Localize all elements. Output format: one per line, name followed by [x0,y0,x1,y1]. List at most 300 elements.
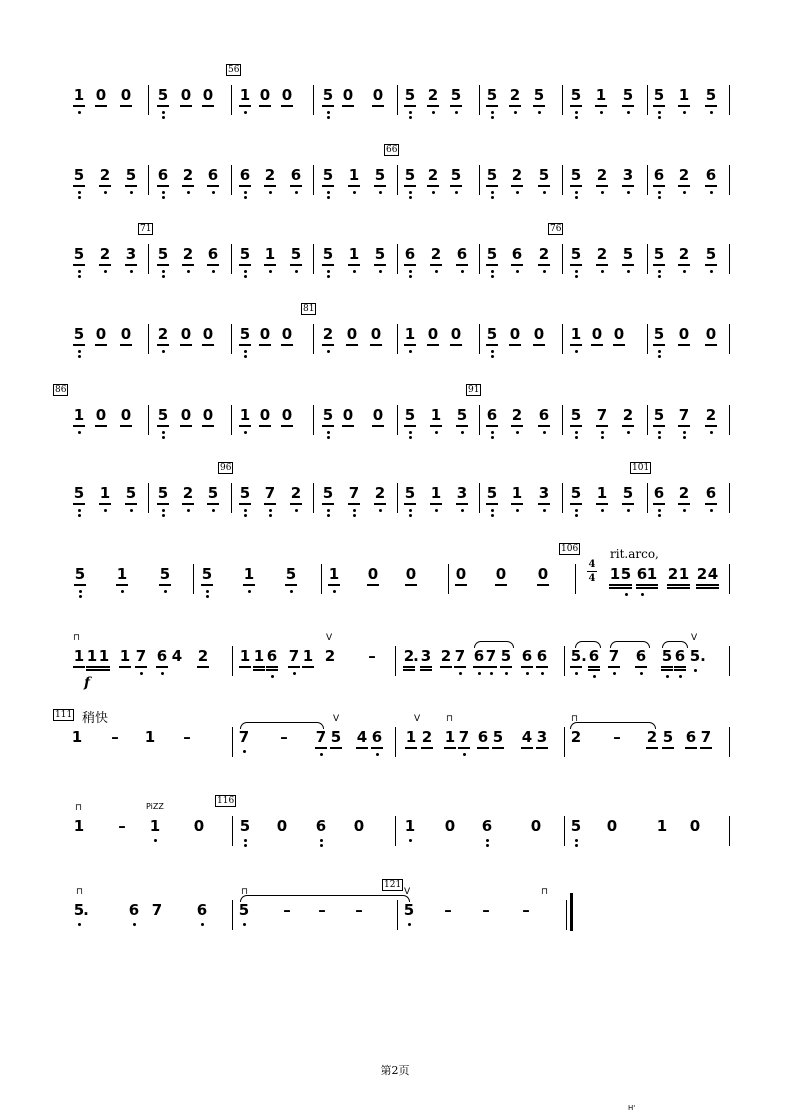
octave-dot [212,191,215,194]
octave-dot [140,672,143,675]
octave-dot [491,431,494,434]
underline-beam [455,584,467,586]
staff-system [0,544,790,605]
octave-dot [627,431,630,434]
octave-dot [435,431,438,434]
underline-beam [678,584,690,586]
underline-beam [95,344,107,346]
note: 1 [73,406,85,424]
underline-beam [420,666,432,668]
octave-dot [327,196,330,199]
note: 0 [202,325,214,343]
underline-beam [486,264,498,266]
octave-dot [379,191,382,194]
note: 2 [511,166,523,184]
octave-dot [575,509,578,512]
octave-dot [409,514,412,517]
octave-dot [461,509,464,512]
underline-beam [95,425,107,427]
note: 1 [430,406,442,424]
underline-beam [477,747,489,749]
note: 0 [202,406,214,424]
note: 1 [596,484,608,502]
barline [232,816,233,846]
underline-beam [342,105,354,107]
barline [729,244,730,274]
underline-beam [570,344,582,346]
octave-dot [455,191,458,194]
octave-dot [327,116,330,119]
underline-beam [253,669,265,671]
underline-beam [620,587,632,589]
octave-dot [269,509,272,512]
underline-beam [705,503,717,505]
underline-beam [116,584,128,586]
barline [647,483,648,513]
note: 1 [511,484,523,502]
underline-beam [99,185,111,187]
note: 2 [182,484,194,502]
underline-beam [450,105,462,107]
octave-dot [491,514,494,517]
note: 5 [570,647,582,665]
underline-beam [315,747,327,749]
octave-dot [121,590,124,593]
barline [729,727,730,757]
underline-beam [486,425,498,427]
octave-dot [491,355,494,358]
underline-beam [509,105,521,107]
note: 0 [495,565,507,583]
note: 5 [330,728,342,746]
note: 0 [367,565,379,583]
note: 0 [353,817,365,835]
note: 3 [536,728,548,746]
underline-beam [259,425,271,427]
octave-dot [409,191,412,194]
note: 5 [322,86,334,104]
barline [231,165,232,195]
underline-beam [596,425,608,427]
underline-beam [404,503,416,505]
underline-beam [243,584,255,586]
octave-dot [320,844,323,847]
octave-dot [575,436,578,439]
note: 5 [705,245,717,263]
underline-beam [674,669,686,671]
barline [231,405,232,435]
underline-beam [73,264,85,266]
octave-dot [491,116,494,119]
barline [479,405,480,435]
octave-dot [658,116,661,119]
octave-dot [640,672,643,675]
underline-beam [348,264,360,266]
note: 2 [696,565,708,583]
octave-dot [295,270,298,273]
note: 0 [95,86,107,104]
underline-beam [73,425,85,427]
underline-beam [405,747,417,749]
octave-dot [543,270,546,273]
octave-dot [409,270,412,273]
note: 0 [405,565,417,583]
note: 5 [125,166,137,184]
note: – [183,728,191,746]
underline-beam [99,264,111,266]
octave-dot [104,509,107,512]
barline [313,324,314,354]
staff-system [0,796,790,857]
note: 2 [324,647,336,665]
note: 1 [239,406,251,424]
note: 2 [264,166,276,184]
note: 6 [481,817,493,835]
note: 0 [533,325,545,343]
note: 1 [678,86,690,104]
octave-dot [78,514,81,517]
underline-beam [509,344,521,346]
octave-dot [271,675,274,678]
note: 6 [511,245,523,263]
octave-dot [710,509,713,512]
note: 0 [180,86,192,104]
octave-dot [710,191,713,194]
underline-beam [348,503,360,505]
note: 5 [239,245,251,263]
note: 1 [73,86,85,104]
octave-dot [491,436,494,439]
barline [397,324,398,354]
underline-beam [180,105,192,107]
octave-dot [658,436,661,439]
staff-system [0,224,790,285]
note: 1 [239,86,251,104]
octave-dot [320,839,323,842]
note: 3 [538,484,550,502]
note: 5 [238,901,250,919]
note: 2 [197,647,209,665]
note: 2 [182,245,194,263]
note: 6 [477,728,489,746]
note: 5 [404,166,416,184]
barline [562,405,563,435]
octave-dot [79,595,82,598]
note: 0 [180,325,192,343]
barline [395,727,396,757]
octave-dot [78,509,81,512]
note: 1 [86,647,98,665]
note: 4 [521,728,533,746]
octave-dot [353,270,356,273]
octave-dot [575,116,578,119]
barline [479,244,480,274]
measure-number: 71 [140,224,152,234]
note: 5 [653,245,665,263]
down-bow-mark: ⊓ [241,887,249,897]
octave-dot [162,514,165,517]
octave-dot [320,753,323,756]
underline-beam [685,747,697,749]
underline-beam [661,666,673,668]
note: 2 [440,647,452,665]
barline [729,85,730,115]
octave-dot [243,750,246,753]
barline [321,564,322,594]
underline-beam [458,747,470,749]
octave-dot [575,514,578,517]
note: 2 [538,245,550,263]
staff-system [0,633,790,691]
underline-beam [180,344,192,346]
octave-dot [491,350,494,353]
octave-dot [244,839,247,842]
barline [397,900,398,930]
underline-beam [678,344,690,346]
note: 7 [608,647,620,665]
note: 1 [253,647,265,665]
note: 0 [281,86,293,104]
underline-beam [678,264,690,266]
note: – [111,728,119,746]
note: 0 [372,86,384,104]
note: 4 [707,565,719,583]
octave-dot [683,111,686,114]
note: 5 [533,86,545,104]
octave-dot [162,509,165,512]
underline-beam [707,584,719,586]
underline-beam [207,185,219,187]
down-bow-mark: ⊓ [75,803,83,813]
underline-beam [653,105,665,107]
underline-beam [157,185,169,187]
octave-dot [461,270,464,273]
note: 6 [207,166,219,184]
underline-beam [700,747,712,749]
underline-beam [157,425,169,427]
octave-dot [161,672,164,675]
underline-beam [705,264,717,266]
underline-beam [201,584,213,586]
note: 0 [613,325,625,343]
underline-beam [264,185,276,187]
slur [570,722,656,729]
barline [313,165,314,195]
octave-dot [683,509,686,512]
underline-beam [536,747,548,749]
barline [647,405,648,435]
octave-dot [526,672,529,675]
octave-dot [575,839,578,842]
underline-beam [653,264,665,266]
note: 7 [151,901,163,919]
barline [564,816,565,846]
note: 6 [536,647,548,665]
note: 0 [509,325,521,343]
octave-dot [244,275,247,278]
octave-dot [601,509,604,512]
underline-beam [322,105,334,107]
staff-system [0,463,790,524]
note: 7 [700,728,712,746]
note: 1 [116,565,128,583]
note: 4 [171,647,183,665]
octave-dot [409,196,412,199]
barline [231,324,232,354]
octave-dot [486,839,489,842]
underline-beam [239,264,251,266]
underline-beam [430,264,442,266]
barline [397,165,398,195]
note: 1 [656,817,668,835]
octave-dot [212,270,215,273]
underline-beam [266,666,278,668]
underline-beam [596,264,608,266]
octave-dot [679,675,682,678]
note: 6 [588,647,600,665]
underline-beam [367,584,379,586]
note: 0 [281,406,293,424]
underline-beam [622,105,634,107]
octave-dot [627,191,630,194]
note: 1 [119,647,131,665]
note: 0 [678,325,690,343]
octave-dot [543,191,546,194]
octave-dot [244,196,247,199]
octave-dot [710,270,713,273]
octave-dot [78,431,81,434]
note: 2 [678,484,690,502]
octave-dot [79,590,82,593]
octave-dot [601,191,604,194]
underline-beam [74,584,86,586]
note: – [118,817,126,835]
underline-beam [678,425,690,427]
note: 7 [288,647,300,665]
note: 1 [678,565,690,583]
underline-beam [372,105,384,107]
up-bow-mark: V [326,633,333,643]
underline-beam [374,264,386,266]
note: 5 [73,245,85,263]
octave-dot [435,270,438,273]
note: 1 [595,86,607,104]
underline-beam [356,747,368,749]
octave-dot [516,431,519,434]
octave-dot [244,431,247,434]
octave-dot [683,270,686,273]
note: 5 [570,245,582,263]
octave-dot [575,191,578,194]
octave-dot [162,275,165,278]
note: 3 [622,166,634,184]
underline-beam [646,587,658,589]
octave-dot [327,509,330,512]
underline-beam [197,666,209,668]
octave-dot [409,431,412,434]
underline-beam [182,264,194,266]
note: 5 [653,325,665,343]
barline [448,564,449,594]
barline [479,324,480,354]
barline [729,564,730,594]
note: 7 [485,647,497,665]
underline-beam [454,666,466,668]
octave-dot [710,431,713,434]
barline [395,816,396,846]
barline [729,483,730,513]
octave-dot [432,191,435,194]
octave-dot [683,431,686,434]
slur [240,895,410,902]
underline-beam [495,584,507,586]
underline-beam [322,503,334,505]
octave-dot [78,191,81,194]
note: 6 [196,901,208,919]
octave-dot [164,590,167,593]
underline-beam [125,264,137,266]
underline-beam [588,666,600,668]
underline-beam [290,264,302,266]
underline-beam [646,584,658,586]
barline [313,244,314,274]
octave-dot [461,431,464,434]
underline-beam [159,584,171,586]
underline-beam [202,425,214,427]
underline-beam [538,264,550,266]
octave-dot [409,839,412,842]
tempo-marking: rit.arco, [610,547,659,561]
underline-beam [538,503,550,505]
octave-dot [78,270,81,273]
note: 5 [689,647,701,665]
note: – [522,901,530,919]
note: . [581,647,587,665]
note: 6 [486,406,498,424]
underline-beam [281,344,293,346]
note: 5 [239,484,251,502]
underline-beam [678,587,690,589]
note: 0 [606,817,618,835]
barline [231,85,232,115]
note: 2 [99,166,111,184]
note: 1 [239,647,251,665]
underline-beam [521,666,533,668]
octave-dot [658,191,661,194]
barline [729,646,730,676]
note: – [368,647,376,665]
note: 2 [678,166,690,184]
octave-dot [409,116,412,119]
underline-beam [707,587,719,589]
underline-beam [570,425,582,427]
octave-dot [162,116,165,119]
underline-beam [511,503,523,505]
note: 5 [201,565,213,583]
slur [662,641,688,648]
octave-dot [538,111,541,114]
note: . [413,647,419,665]
barline [729,324,730,354]
note: 6 [653,484,665,502]
note: 5 [374,166,386,184]
down-bow-mark: ⊓ [446,714,454,724]
barline [397,244,398,274]
note: – [283,901,291,919]
note: 0 [455,565,467,583]
octave-dot [516,509,519,512]
underline-beam [342,425,354,427]
